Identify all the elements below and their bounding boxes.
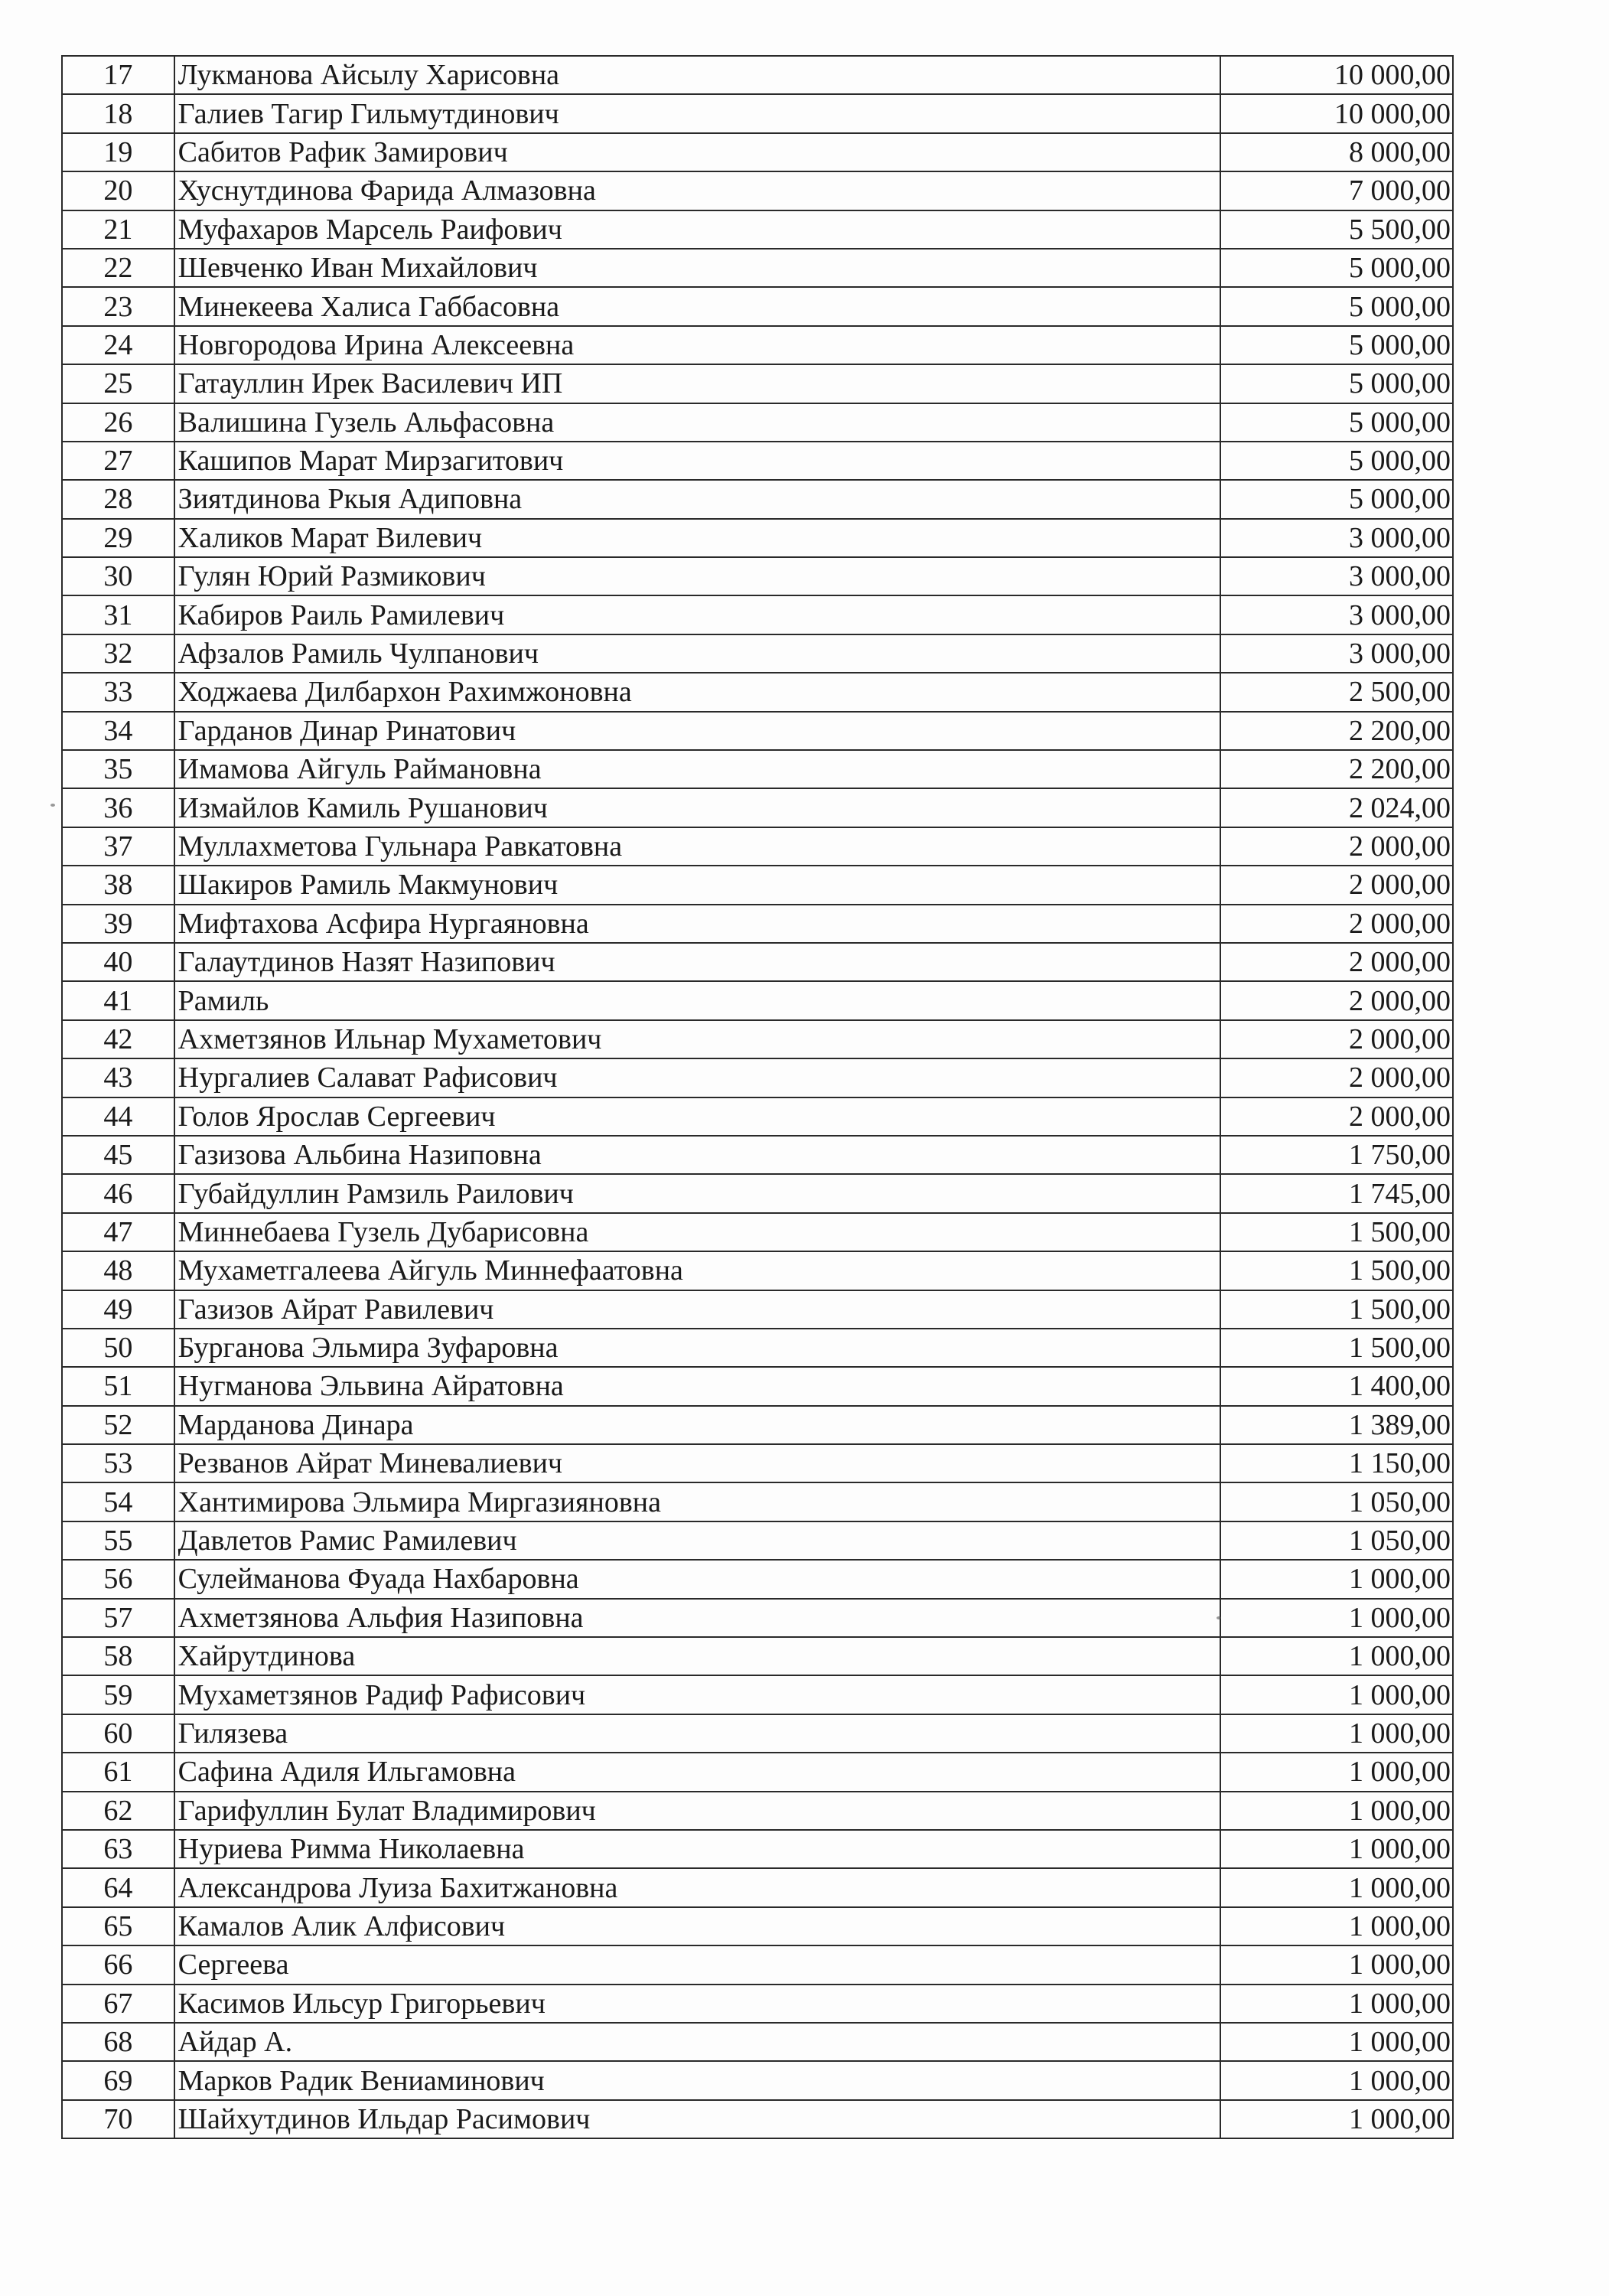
row-number-cell: 48 bbox=[62, 1251, 174, 1290]
donor-name-cell: Голов Ярослав Сергеевич bbox=[174, 1097, 1221, 1136]
table-row bbox=[62, 1830, 1453, 1868]
amount-cell: 1 000,00 bbox=[1220, 1830, 1453, 1868]
table-row bbox=[62, 1290, 1453, 1329]
donor-name-cell: Миннебаева Гузель Дубарисовна bbox=[174, 1213, 1221, 1251]
amount-cell: 1 500,00 bbox=[1220, 1213, 1453, 1251]
table-row bbox=[62, 595, 1453, 634]
donor-name-cell: Минекеева Халиса Габбасовна bbox=[174, 287, 1221, 325]
row-number-cell: 55 bbox=[62, 1521, 174, 1560]
table-row bbox=[62, 56, 1453, 94]
donor-name-cell: Сабитов Рафик Замирович bbox=[174, 133, 1221, 171]
row-number-cell: 67 bbox=[62, 1985, 174, 2023]
table-row bbox=[62, 1637, 1453, 1675]
amount-cell: 1 000,00 bbox=[1220, 2023, 1453, 2061]
amount-cell: 1 000,00 bbox=[1220, 1637, 1453, 1675]
table-row bbox=[62, 1482, 1453, 1521]
table-row bbox=[62, 788, 1453, 827]
donor-name-cell: Давлетов Рамис Рамилевич bbox=[174, 1521, 1221, 1560]
donor-name-cell: Марков Радик Вениаминович bbox=[174, 2061, 1221, 2099]
amount-cell: 1 000,00 bbox=[1220, 1560, 1453, 1598]
donor-name-cell: Гилязева bbox=[174, 1714, 1221, 1753]
donor-name-cell: Марданова Динара bbox=[174, 1406, 1221, 1444]
amount-cell: 2 000,00 bbox=[1220, 1058, 1453, 1097]
donor-name-cell: Халиков Марат Вилевич bbox=[174, 519, 1221, 557]
row-number-cell: 51 bbox=[62, 1367, 174, 1405]
table-row bbox=[62, 981, 1453, 1019]
row-number-cell: 41 bbox=[62, 981, 174, 1019]
table-row bbox=[62, 1753, 1453, 1791]
row-number-cell: 47 bbox=[62, 1213, 174, 1251]
row-number-cell: 58 bbox=[62, 1637, 174, 1675]
table-row bbox=[62, 905, 1453, 943]
amount-cell: 2 000,00 bbox=[1220, 981, 1453, 1019]
amount-cell: 1 500,00 bbox=[1220, 1251, 1453, 1290]
row-number-cell: 46 bbox=[62, 1174, 174, 1212]
row-number-cell: 44 bbox=[62, 1097, 174, 1136]
donor-name-cell: Гулян Юрий Размикович bbox=[174, 557, 1221, 595]
amount-cell: 2 000,00 bbox=[1220, 1097, 1453, 1136]
amount-cell: 1 000,00 bbox=[1220, 1945, 1453, 1984]
table-row bbox=[62, 1868, 1453, 1906]
row-number-cell: 30 bbox=[62, 557, 174, 595]
amount-cell: 1 000,00 bbox=[1220, 2061, 1453, 2099]
donor-name-cell: Мухаметгалеева Айгуль Миннефаатовна bbox=[174, 1251, 1221, 1290]
donor-name-cell: Хуснутдинова Фарида Алмазовна bbox=[174, 171, 1221, 210]
donor-name-cell: Нугманова Эльвина Айратовна bbox=[174, 1367, 1221, 1405]
table-row bbox=[62, 210, 1453, 249]
donor-name-cell: Сергеева bbox=[174, 1945, 1221, 1984]
donor-name-cell: Шевченко Иван Михайлович bbox=[174, 249, 1221, 287]
row-number-cell: 35 bbox=[62, 750, 174, 788]
table-row bbox=[62, 2023, 1453, 2061]
donor-name-cell: Муфахаров Марсель Раифович bbox=[174, 210, 1221, 249]
row-number-cell: 40 bbox=[62, 943, 174, 981]
amount-cell: 2 000,00 bbox=[1220, 866, 1453, 904]
table-row bbox=[62, 480, 1453, 518]
amount-cell: 8 000,00 bbox=[1220, 133, 1453, 171]
row-number-cell: 63 bbox=[62, 1830, 174, 1868]
amount-cell: 3 000,00 bbox=[1220, 595, 1453, 634]
amount-cell: 5 000,00 bbox=[1220, 364, 1453, 403]
donor-name-cell: Губайдуллин Рамзиль Раилович bbox=[174, 1174, 1221, 1212]
donor-name-cell: Имамова Айгуль Раймановна bbox=[174, 750, 1221, 788]
donor-name-cell: Бурганова Эльмира Зуфаровна bbox=[174, 1329, 1221, 1367]
donor-name-cell: Гатауллин Ирек Василевич ИП bbox=[174, 364, 1221, 403]
amount-cell: 1 500,00 bbox=[1220, 1290, 1453, 1329]
donor-name-cell: Ахметзянов Ильнар Мухаметович bbox=[174, 1020, 1221, 1058]
donor-name-cell: Хайрутдинова bbox=[174, 1637, 1221, 1675]
donor-name-cell: Сафина Адиля Ильгамовна bbox=[174, 1753, 1221, 1791]
table-row bbox=[62, 712, 1453, 750]
amount-cell: 3 000,00 bbox=[1220, 519, 1453, 557]
donor-name-cell: Газизова Альбина Назиповна bbox=[174, 1136, 1221, 1174]
donor-name-cell: Александрова Луиза Бахитжановна bbox=[174, 1868, 1221, 1906]
amount-cell: 1 000,00 bbox=[1220, 1599, 1453, 1637]
table-row bbox=[62, 943, 1453, 981]
row-number-cell: 26 bbox=[62, 403, 174, 442]
amount-cell: 10 000,00 bbox=[1220, 56, 1453, 94]
row-number-cell: 61 bbox=[62, 1753, 174, 1791]
amount-cell: 2 200,00 bbox=[1220, 712, 1453, 750]
table-row bbox=[62, 1985, 1453, 2023]
scan-speck bbox=[50, 804, 55, 807]
row-number-cell: 22 bbox=[62, 249, 174, 287]
donor-name-cell: Измайлов Камиль Рушанович bbox=[174, 788, 1221, 827]
table-row bbox=[62, 1714, 1453, 1753]
table-row bbox=[62, 1213, 1453, 1251]
table-row bbox=[62, 1367, 1453, 1405]
donor-name-cell: Валишина Гузель Альфасовна bbox=[174, 403, 1221, 442]
donations-table bbox=[61, 55, 1454, 2139]
row-number-cell: 69 bbox=[62, 2061, 174, 2099]
scan-speck bbox=[1217, 1616, 1221, 1619]
donor-name-cell: Мифтахова Асфира Нургаяновна bbox=[174, 905, 1221, 943]
amount-cell: 1 000,00 bbox=[1220, 1753, 1453, 1791]
donor-name-cell: Галаутдинов Назят Назипович bbox=[174, 943, 1221, 981]
amount-cell: 5 000,00 bbox=[1220, 249, 1453, 287]
row-number-cell: 45 bbox=[62, 1136, 174, 1174]
amount-cell: 1 000,00 bbox=[1220, 1907, 1453, 1945]
amount-cell: 5 000,00 bbox=[1220, 287, 1453, 325]
amount-cell: 10 000,00 bbox=[1220, 94, 1453, 132]
row-number-cell: 57 bbox=[62, 1599, 174, 1637]
donor-name-cell: Гарифуллин Булат Владимирович bbox=[174, 1792, 1221, 1830]
row-number-cell: 70 bbox=[62, 2100, 174, 2138]
table-row bbox=[62, 171, 1453, 210]
row-number-cell: 62 bbox=[62, 1792, 174, 1830]
donor-name-cell: Афзалов Рамиль Чулпанович bbox=[174, 634, 1221, 673]
donor-name-cell: Шакиров Рамиль Макмунович bbox=[174, 866, 1221, 904]
table-row bbox=[62, 1058, 1453, 1097]
donations-table-body bbox=[62, 56, 1453, 2138]
row-number-cell: 24 bbox=[62, 326, 174, 364]
amount-cell: 1 750,00 bbox=[1220, 1136, 1453, 1174]
table-row bbox=[62, 1251, 1453, 1290]
table-row bbox=[62, 673, 1453, 711]
row-number-cell: 25 bbox=[62, 364, 174, 403]
row-number-cell: 49 bbox=[62, 1290, 174, 1329]
row-number-cell: 59 bbox=[62, 1675, 174, 1714]
donor-name-cell: Газизов Айрат Равилевич bbox=[174, 1290, 1221, 1329]
table-row bbox=[62, 1560, 1453, 1598]
donor-name-cell: Кабиров Раиль Рамилевич bbox=[174, 595, 1221, 634]
table-row bbox=[62, 519, 1453, 557]
row-number-cell: 39 bbox=[62, 905, 174, 943]
row-number-cell: 65 bbox=[62, 1907, 174, 1945]
amount-cell: 2 000,00 bbox=[1220, 905, 1453, 943]
row-number-cell: 33 bbox=[62, 673, 174, 711]
donor-name-cell: Нургалиев Салават Рафисович bbox=[174, 1058, 1221, 1097]
row-number-cell: 29 bbox=[62, 519, 174, 557]
amount-cell: 2 000,00 bbox=[1220, 943, 1453, 981]
amount-cell: 1 500,00 bbox=[1220, 1329, 1453, 1367]
donor-name-cell: Нуриева Римма Николаевна bbox=[174, 1830, 1221, 1868]
row-number-cell: 68 bbox=[62, 2023, 174, 2061]
table-row bbox=[62, 403, 1453, 442]
table-row bbox=[62, 1907, 1453, 1945]
donor-name-cell: Айдар А. bbox=[174, 2023, 1221, 2061]
table-row bbox=[62, 2100, 1453, 2138]
donor-name-cell: Ахметзянова Альфия Назиповна bbox=[174, 1599, 1221, 1637]
amount-cell: 5 000,00 bbox=[1220, 326, 1453, 364]
row-number-cell: 60 bbox=[62, 1714, 174, 1753]
row-number-cell: 28 bbox=[62, 480, 174, 518]
table-row bbox=[62, 364, 1453, 403]
table-row bbox=[62, 557, 1453, 595]
amount-cell: 2 500,00 bbox=[1220, 673, 1453, 711]
amount-cell: 1 000,00 bbox=[1220, 1868, 1453, 1906]
donor-name-cell: Лукманова Айсылу Харисовна bbox=[174, 56, 1221, 94]
table-row bbox=[62, 1599, 1453, 1637]
amount-cell: 5 000,00 bbox=[1220, 442, 1453, 480]
amount-cell: 1 050,00 bbox=[1220, 1521, 1453, 1560]
row-number-cell: 36 bbox=[62, 788, 174, 827]
amount-cell: 2 000,00 bbox=[1220, 1020, 1453, 1058]
table-row bbox=[62, 634, 1453, 673]
donor-name-cell: Новгородова Ирина Алексеевна bbox=[174, 326, 1221, 364]
donor-name-cell: Рамиль bbox=[174, 981, 1221, 1019]
amount-cell: 5 000,00 bbox=[1220, 480, 1453, 518]
amount-cell: 5 000,00 bbox=[1220, 403, 1453, 442]
row-number-cell: 18 bbox=[62, 94, 174, 132]
table-row bbox=[62, 94, 1453, 132]
donor-name-cell: Сулейманова Фуада Нахбаровна bbox=[174, 1560, 1221, 1598]
table-row bbox=[62, 827, 1453, 866]
amount-cell: 2 024,00 bbox=[1220, 788, 1453, 827]
table-row bbox=[62, 1097, 1453, 1136]
table-row bbox=[62, 1136, 1453, 1174]
donor-name-cell: Хантимирова Эльмира Миргазияновна bbox=[174, 1482, 1221, 1521]
amount-cell: 2 200,00 bbox=[1220, 750, 1453, 788]
donor-name-cell: Камалов Алик Алфисович bbox=[174, 1907, 1221, 1945]
amount-cell: 1 745,00 bbox=[1220, 1174, 1453, 1212]
row-number-cell: 56 bbox=[62, 1560, 174, 1598]
amount-cell: 5 500,00 bbox=[1220, 210, 1453, 249]
row-number-cell: 37 bbox=[62, 827, 174, 866]
row-number-cell: 17 bbox=[62, 56, 174, 94]
donor-name-cell: Мухаметзянов Радиф Рафисович bbox=[174, 1675, 1221, 1714]
table-row bbox=[62, 1444, 1453, 1482]
table-row bbox=[62, 1675, 1453, 1714]
row-number-cell: 43 bbox=[62, 1058, 174, 1097]
amount-cell: 1 000,00 bbox=[1220, 1714, 1453, 1753]
row-number-cell: 21 bbox=[62, 210, 174, 249]
table-row bbox=[62, 1406, 1453, 1444]
table-row bbox=[62, 1174, 1453, 1212]
table-row bbox=[62, 326, 1453, 364]
table-row bbox=[62, 287, 1453, 325]
amount-cell: 1 150,00 bbox=[1220, 1444, 1453, 1482]
amount-cell: 3 000,00 bbox=[1220, 557, 1453, 595]
donor-name-cell: Ходжаева Дилбархон Рахимжоновна bbox=[174, 673, 1221, 711]
row-number-cell: 34 bbox=[62, 712, 174, 750]
donor-name-cell: Гарданов Динар Ринатович bbox=[174, 712, 1221, 750]
row-number-cell: 50 bbox=[62, 1329, 174, 1367]
table-row bbox=[62, 866, 1453, 904]
donor-name-cell: Галиев Тагир Гильмутдинович bbox=[174, 94, 1221, 132]
donor-name-cell: Резванов Айрат Миневалиевич bbox=[174, 1444, 1221, 1482]
amount-cell: 1 000,00 bbox=[1220, 1985, 1453, 2023]
donor-name-cell: Кашипов Марат Мирзагитович bbox=[174, 442, 1221, 480]
amount-cell: 1 050,00 bbox=[1220, 1482, 1453, 1521]
row-number-cell: 32 bbox=[62, 634, 174, 673]
table-row bbox=[62, 2061, 1453, 2099]
table-row bbox=[62, 750, 1453, 788]
table-row bbox=[62, 1792, 1453, 1830]
amount-cell: 2 000,00 bbox=[1220, 827, 1453, 866]
table-row bbox=[62, 133, 1453, 171]
table-row bbox=[62, 249, 1453, 287]
row-number-cell: 66 bbox=[62, 1945, 174, 1984]
table-row bbox=[62, 1945, 1453, 1984]
row-number-cell: 54 bbox=[62, 1482, 174, 1521]
row-number-cell: 23 bbox=[62, 287, 174, 325]
row-number-cell: 64 bbox=[62, 1868, 174, 1906]
row-number-cell: 53 bbox=[62, 1444, 174, 1482]
table-row bbox=[62, 442, 1453, 480]
amount-cell: 1 000,00 bbox=[1220, 2100, 1453, 2138]
table-row bbox=[62, 1020, 1453, 1058]
row-number-cell: 27 bbox=[62, 442, 174, 480]
amount-cell: 1 000,00 bbox=[1220, 1792, 1453, 1830]
amount-cell: 3 000,00 bbox=[1220, 634, 1453, 673]
amount-cell: 7 000,00 bbox=[1220, 171, 1453, 210]
amount-cell: 1 400,00 bbox=[1220, 1367, 1453, 1405]
row-number-cell: 19 bbox=[62, 133, 174, 171]
table-row bbox=[62, 1329, 1453, 1367]
row-number-cell: 52 bbox=[62, 1406, 174, 1444]
amount-cell: 1 389,00 bbox=[1220, 1406, 1453, 1444]
table-row bbox=[62, 1521, 1453, 1560]
donor-name-cell: Шайхутдинов Ильдар Расимович bbox=[174, 2100, 1221, 2138]
row-number-cell: 20 bbox=[62, 171, 174, 210]
amount-cell: 1 000,00 bbox=[1220, 1675, 1453, 1714]
row-number-cell: 31 bbox=[62, 595, 174, 634]
donor-name-cell: Касимов Ильсур Григорьевич bbox=[174, 1985, 1221, 2023]
row-number-cell: 38 bbox=[62, 866, 174, 904]
row-number-cell: 42 bbox=[62, 1020, 174, 1058]
donor-name-cell: Зиятдинова Ркыя Адиповна bbox=[174, 480, 1221, 518]
donor-name-cell: Муллахметова Гульнара Равкатовна bbox=[174, 827, 1221, 866]
